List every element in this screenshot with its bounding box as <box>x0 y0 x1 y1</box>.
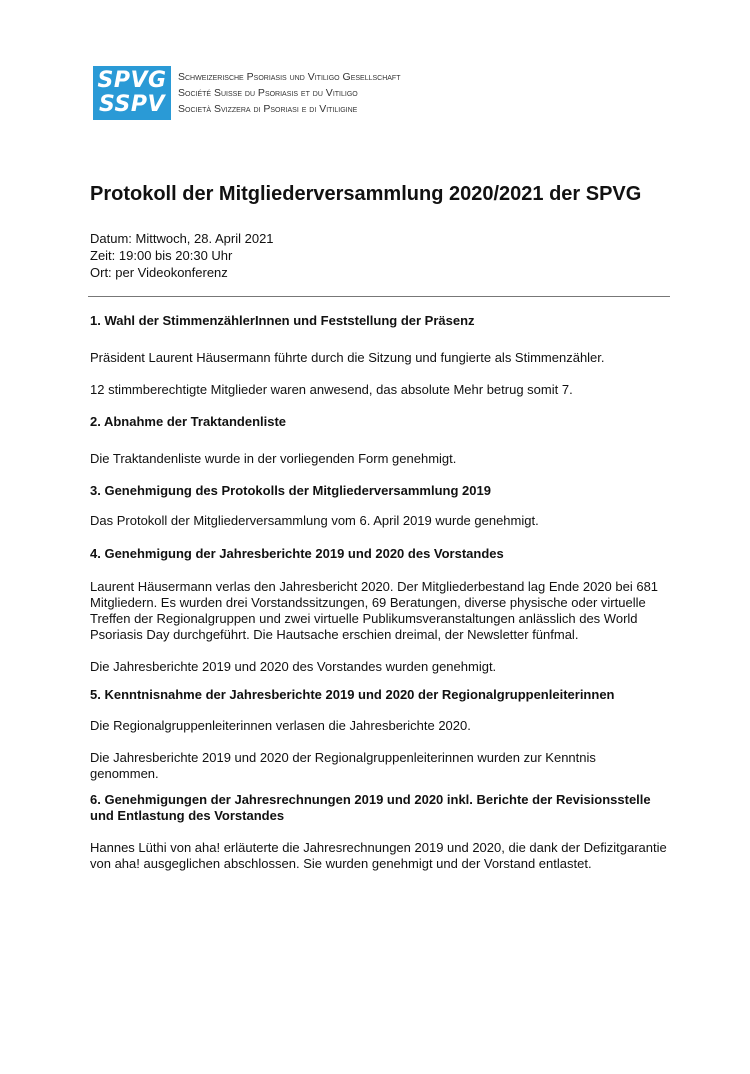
section-5-paragraph-1: Die Regionalgruppenleiterinnen verlasen die Jahresberichte 2020. <box>90 718 471 733</box>
org-name-de: Schweizerische Psoriasis und Vitiligo Gesellschaft <box>178 71 401 83</box>
section-heading-1: 1. Wahl der StimmenzählerInnen und Feststellung der Präsenz <box>90 313 475 328</box>
document-title: Protokoll der Mitgliederversammlung 2020/2021 der SPVG <box>90 183 642 205</box>
spvg-logo <box>93 66 171 120</box>
section-3-paragraph-1: Das Protokoll der Mitgliederversammlung vom 6. April 2019 wurde genehmigt. <box>90 513 539 528</box>
meeting-details <box>90 230 274 281</box>
section-1-paragraph-2: 12 stimmberechtigte Mitglieder waren anwesend, das absolute Mehr betrug somit 7. <box>90 382 573 397</box>
header-logo-block <box>93 66 401 120</box>
section-heading-3: 3. Genehmigung des Protokolls der Mitgliederversammlung 2019 <box>90 483 491 498</box>
section-2-paragraph-1: Die Traktandenliste wurde in der vorliegenden Form genehmigt. <box>90 451 457 466</box>
organization-names <box>178 69 401 117</box>
section-heading-4: 4. Genehmigung der Jahresberichte 2019 und 2020 des Vorstandes <box>90 546 504 561</box>
section-1-paragraph-1: Präsident Laurent Häusermann führte durch die Sitzung und fungierte als Stimmenzähler. <box>90 350 605 365</box>
section-heading-5: 5. Kenntnisnahme der Jahresberichte 2019 und 2020 der Regionalgruppenleiterinnen <box>90 687 615 702</box>
section-4-paragraph-1: Laurent Häusermann verlas den Jahresbericht 2020. Der Mitgliederbestand lag Ende 2020 bei 681 Mitgliedern. Es wurden drei Vorstandssitzungen, 69 Beratungen, diverse physische oder virtuelle Treffen der Regionalgruppen und zwei virtuelle Publikumsveranstaltungen anlässlich des World Psoriasis Day durchgeführt. Die Hautsache erschien dreimal, der Newsletter fünfmal. <box>90 579 659 642</box>
logo-text-spvg: SPVG <box>97 68 167 93</box>
section-4-paragraph-2: Die Jahresberichte 2019 und 2020 des Vorstandes wurden genehmigt. <box>90 659 497 674</box>
org-name-fr: Société Suisse du Psoriasis et du Vitiligo <box>178 87 358 99</box>
minutes-body <box>90 313 668 872</box>
section-6-paragraph-1: Hannes Lüthi von aha! erläuterte die Jahresrechnungen 2019 und 2020, die dank der Defizitgarantie von aha! ausgeglichen abschlossen. Sie wurden genehmigt und der Vorstand entlastet. <box>90 840 667 871</box>
section-heading-2: 2. Abnahme der Traktandenliste <box>90 414 287 429</box>
meeting-date: Datum: Mittwoch, 28. April 2021 <box>90 231 274 246</box>
meeting-time: Zeit: 19:00 bis 20:30 Uhr <box>90 248 233 263</box>
header-divider <box>88 296 670 297</box>
section-5-paragraph-2: Die Jahresberichte 2019 und 2020 der Regionalgruppenleiterinnen wurden zur Kenntnis genommen. <box>90 750 596 781</box>
logo-text-sspv: SSPV <box>98 92 166 117</box>
meeting-location: Ort: per Videokonferenz <box>90 265 228 280</box>
org-name-it: Società Svizzera di Psoriasi e di Vitiligine <box>178 103 358 115</box>
section-heading-6: 6. Genehmigungen der Jahresrechnungen 2019 und 2020 inkl. Berichte der Revisionsstelle und Entlastung des Vorstandes <box>90 792 651 823</box>
